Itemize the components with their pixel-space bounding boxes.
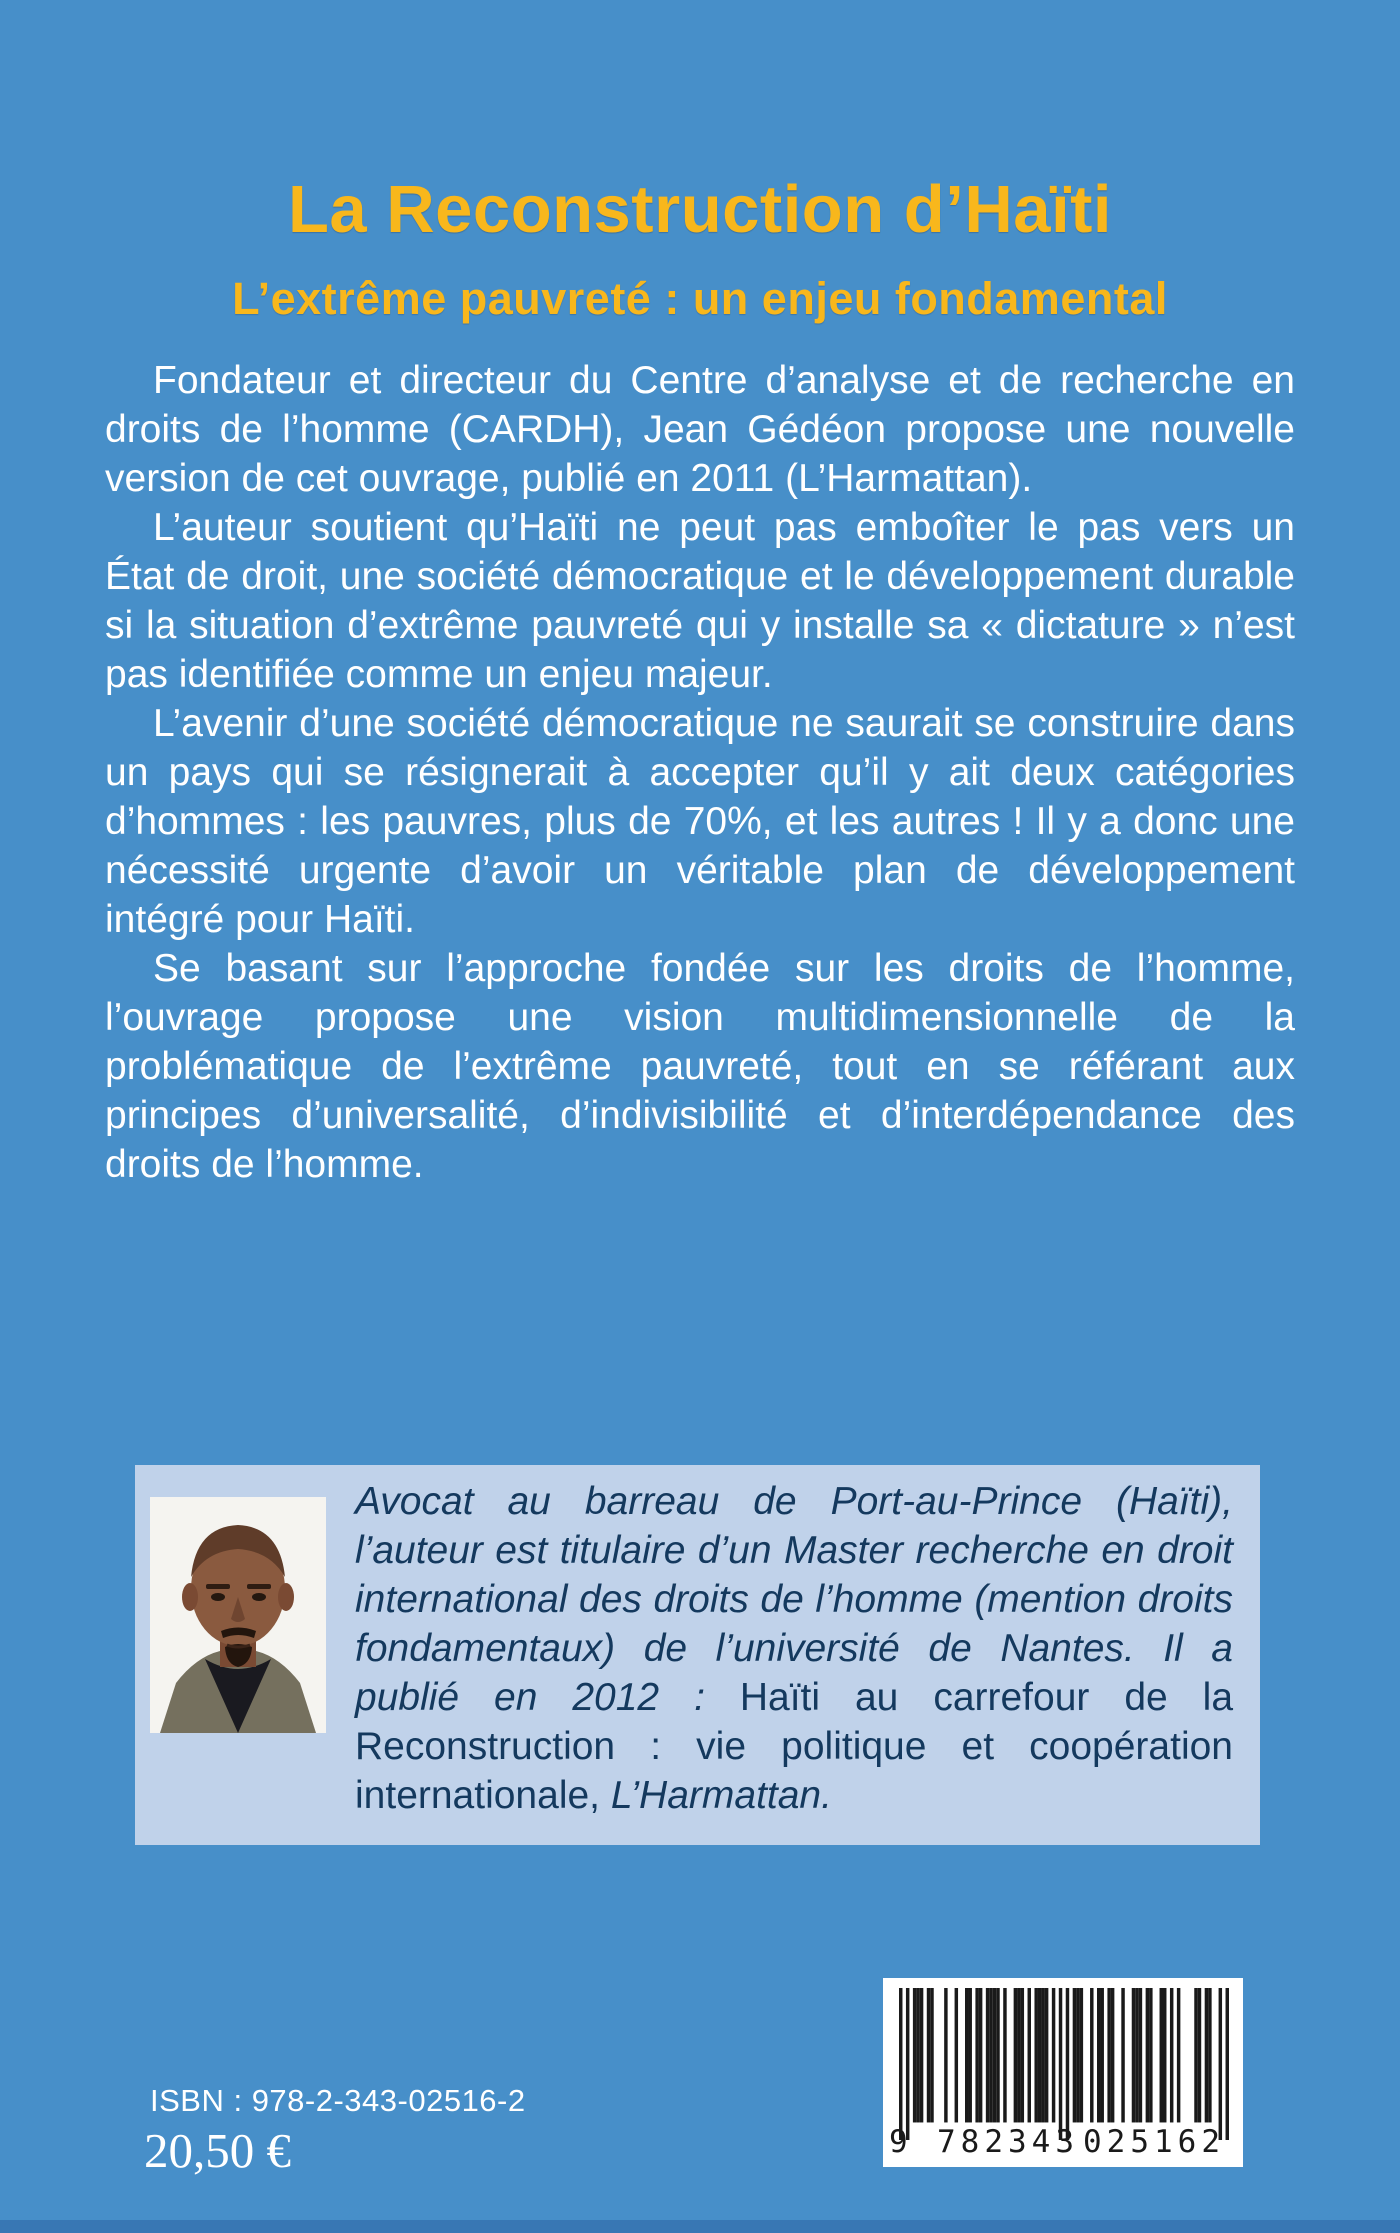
- synopsis-paragraph: Fondateur et directeur du Centre d’analyse et de recherche en droits de l’homme (CARDH), Jean Gédéon propose une nouvelle version de cet ouvrage, publié en 2011 (L’Harmattan).: [105, 359, 1295, 500]
- isbn-text: ISBN : 978-2-343-02516-2: [150, 2083, 526, 2118]
- author-bio-box: [135, 1465, 1260, 1845]
- ean-barcode: [883, 1978, 1243, 2167]
- cover-bottom-edge: [0, 2220, 1400, 2233]
- book-subtitle: L’extrême pauvreté : un enjeu fondamental: [232, 273, 1168, 325]
- book-title: La Reconstruction d’Haïti: [287, 171, 1113, 247]
- barcode-first-digit: 9: [889, 2124, 908, 2160]
- bio-publisher: L’Harmattan.: [600, 1774, 832, 1817]
- price-text: 20,50 €: [144, 2123, 291, 2178]
- barcode-left-digits: 782343: [937, 2124, 1079, 2160]
- barcode-bars-svg: [899, 1988, 1229, 2140]
- barcode-right-digits: 025162: [1083, 2124, 1225, 2160]
- author-photo: [150, 1497, 326, 1733]
- synopsis-text: [105, 356, 1295, 1189]
- synopsis-paragraph: L’auteur soutient qu’Haïti ne peut pas emboîter le pas vers un État de droit, une société démocratique et le développement durable si la situation d’extrême pauvreté qui y installe sa « dictature » n’est pas identifiée comme un enjeu majeur.: [105, 506, 1295, 696]
- synopsis-paragraph: Se basant sur l’approche fondée sur les droits de l’homme, l’ouvrage propose une vision multidimensionnelle de la problématique de l’extrême pauvreté, tout en se référant aux principes d’universalité, d’indivisibilité et d’interdépendance des droits de l’homme.: [105, 947, 1295, 1186]
- synopsis-paragraph: L’avenir d’une société démocratique ne saurait se construire dans un pays qui se résignerait à accepter qu’il y ait deux catégories d’hommes : les pauvres, plus de 70%, et les autres ! Il y a donc une nécessité urgente d’avoir un véritable plan de développement intégré pour Haïti.: [105, 702, 1295, 941]
- bio-intro: Avocat au barreau de Port-au-Prince (Haïti), l’auteur est titulaire d’un Master recherche en droit international des droits de l’homme (mention droits fondamentaux) de l’université de Nantes. Il a publié en 2012 :: [355, 1480, 1233, 1719]
- bio-book-title: Haïti au carrefour de la Reconstruction : vie politique et coopération internationale,: [355, 1676, 1234, 1817]
- author-bio-text: [355, 1477, 1233, 1820]
